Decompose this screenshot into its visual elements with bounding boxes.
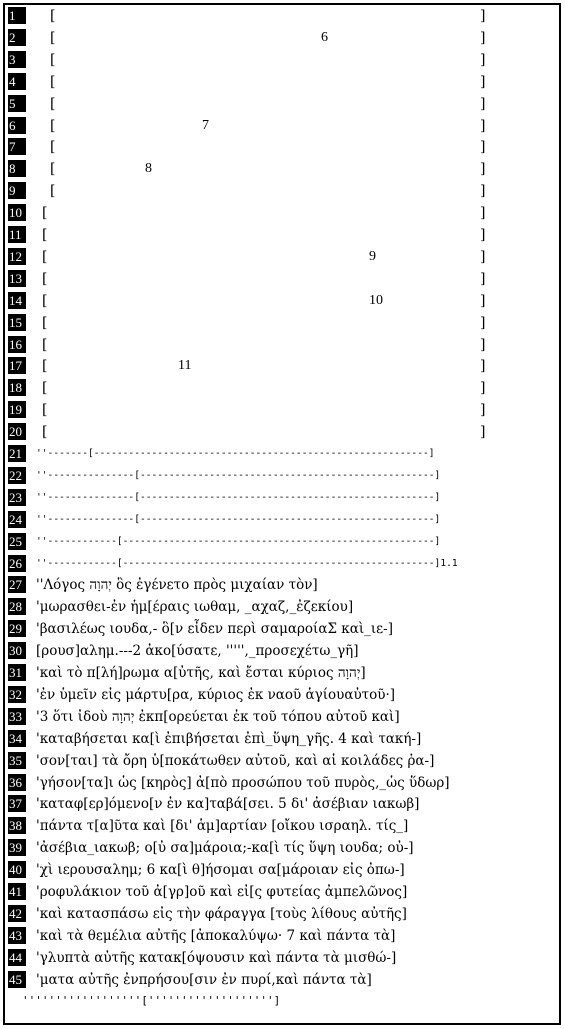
line-28: [8, 596, 556, 618]
line-9: [8, 180, 556, 202]
line-5: [8, 93, 556, 115]
line-21: [8, 443, 556, 465]
line-31: [8, 662, 556, 684]
line-number: 11: [8, 226, 26, 243]
trailing-line: ''''''''''''''''''[''''''''''''''''''']: [22, 994, 281, 1007]
line-number: 27: [8, 576, 26, 593]
fragment-number: 9: [369, 248, 376, 264]
line-number: 42: [8, 905, 26, 922]
fragment-number: 6: [321, 29, 328, 45]
line-number: 19: [8, 401, 26, 418]
line-number: 25: [8, 533, 26, 550]
lacuna-close-bracket: ]: [480, 183, 486, 200]
line-24: [8, 509, 556, 531]
line-text: 'καὶ τὸ π[λή]ρωμα α[ὐτῆς, καὶ ἔσται κύριος יְהוָה]: [36, 665, 366, 681]
line-text: 'καταβήσεται κα[ὶ ἐπιβήσεται ἐπὶ_ὕψη_γῆς. 4 καὶ τακή-]: [36, 730, 422, 747]
line-number: 12: [8, 248, 26, 265]
lacuna-close-bracket: ]: [480, 205, 486, 222]
lacuna-open-bracket: [: [42, 336, 48, 353]
line-7: [8, 136, 556, 158]
lacuna-close-bracket: ]: [480, 73, 486, 90]
line-number: 34: [8, 730, 26, 747]
line-text: 'ἀσέβια_ιακωβ; ο[ὐ σα]μάροια;-κα[ὶ τίς ὕψη ιουδα; οὐ-]: [36, 840, 414, 857]
lacuna-close-bracket: ]: [480, 424, 486, 441]
line-text: 'ἐν ὑμεῖν εἰς μάρτυ[ρα, κύριος ἐκ ναοῦ ἁγίουαὐτοῦ·]: [36, 686, 396, 703]
line-16: [8, 334, 556, 356]
lacuna-open-bracket: [: [50, 139, 56, 156]
line-number: 29: [8, 620, 26, 637]
line-text: 'καταφ[ερ]όμενο[ν ἐν κα]ταβά[σει. 5 δι' ἀσέβιαν ιακωβ]: [36, 796, 420, 813]
line-42: [8, 903, 556, 925]
line-15: [8, 312, 556, 334]
line-1: [8, 5, 556, 27]
lacuna-close-bracket: ]: [480, 248, 486, 265]
line-12: [8, 246, 556, 268]
lacuna-close-bracket: ]: [480, 402, 486, 419]
line-number: 40: [8, 861, 26, 878]
line-23: [8, 487, 556, 509]
lacuna-close-bracket: ]: [480, 336, 486, 353]
line-number: 31: [8, 664, 26, 681]
line-44: [8, 947, 556, 969]
line-number: 8: [8, 160, 26, 177]
lacuna-open-bracket: [: [42, 358, 48, 375]
line-37: [8, 793, 556, 815]
line-3: [8, 49, 556, 71]
line-17: [8, 355, 556, 377]
lacuna-open-bracket: [: [42, 380, 48, 397]
line-number: 4: [8, 73, 26, 90]
lacuna-close-bracket: ]: [480, 95, 486, 112]
line-number: 17: [8, 357, 26, 374]
line-40: [8, 859, 556, 881]
line-11: [8, 224, 556, 246]
lacuna-close-bracket: ]: [480, 227, 486, 243]
lacuna-open-bracket: [: [42, 248, 48, 265]
lacuna-open-bracket: [: [50, 73, 56, 90]
fragment-number: 8: [145, 161, 152, 177]
line-number: 1: [8, 7, 26, 24]
line-text: 'καὶ κατασπάσω εἰς τὴν φάραγγα [τοὺς λίθους αὐτῆς]: [36, 905, 407, 922]
lacuna-close-bracket: ]: [480, 139, 486, 156]
lacuna-open-bracket: [: [50, 183, 56, 200]
line-number: 44: [8, 949, 26, 966]
line-33: [8, 706, 556, 728]
lacuna-close-bracket: ]: [480, 380, 486, 397]
line-number: 2: [8, 29, 26, 46]
line-number: 5: [8, 95, 26, 112]
line-25: [8, 531, 556, 553]
line-18: [8, 377, 556, 399]
line-number: 7: [8, 138, 26, 155]
line-38: [8, 815, 556, 837]
line-text: ''---------------[---------------------------------------------------]: [36, 469, 441, 481]
line-number: 9: [8, 182, 26, 199]
line-text: 'μωρασθει-ἐν ἡμ[έραις ιωθαμ, _αχαζ,_ἐζεκίου]: [36, 599, 354, 616]
line-number: 16: [8, 336, 26, 353]
line-number: 36: [8, 774, 26, 791]
line-number: 38: [8, 817, 26, 834]
line-number: 22: [8, 467, 26, 484]
line-number: 15: [8, 314, 26, 331]
lacuna-close-bracket: ]: [480, 314, 486, 331]
lacuna-open-bracket: [: [42, 227, 48, 243]
line-39: [8, 837, 556, 859]
line-43: [8, 925, 556, 947]
line-number: 41: [8, 883, 26, 900]
line-text: ''Λόγος יְהוָה ὃς ἐγένετο πρὸς μιχαίαν τὸν]: [36, 577, 318, 594]
line-text: ''------------[------------------------------------------------------]: [36, 535, 441, 547]
line-45: [8, 969, 556, 991]
line-number: 37: [8, 795, 26, 812]
line-number: 21: [8, 445, 26, 462]
line-text: ''---------------[---------------------------------------------------]: [36, 491, 441, 503]
line-20: [8, 421, 556, 443]
lacuna-open-bracket: [: [50, 29, 56, 46]
line-6: [8, 115, 556, 137]
lacuna-open-bracket: [: [42, 424, 48, 441]
line-number: 3: [8, 51, 26, 68]
line-number: 13: [8, 270, 26, 287]
line-text: 'γήσον[τα]ι ὡς [κηρὸς] ἀ[πὸ προσώπου τοῦ πυρὸς,_ὡς ὕδωρ]: [36, 774, 450, 791]
line-text: [ρουσ]αλημ.---2 ἀκο[ύσατε, ''''',_προσεχέτω_γῆ]: [36, 643, 359, 660]
lacuna-close-bracket: ]: [480, 358, 486, 375]
line-19: [8, 399, 556, 421]
line-text: ''-------[----------------------------------------------------------]: [36, 448, 435, 459]
line-29: [8, 618, 556, 640]
line-text: 'σον[ται] τὰ ὄρη ὑ[ποκάτωθεν αὐτοῦ, καὶ αἱ κοιλάδες ῥα-]: [36, 752, 435, 769]
line-41: [8, 881, 556, 903]
line-14: [8, 290, 556, 312]
lacuna-close-bracket: ]: [480, 51, 486, 68]
line-number: 32: [8, 686, 26, 703]
line-number: 20: [8, 423, 26, 440]
line-number: 23: [8, 489, 26, 506]
lacuna-open-bracket: [: [50, 161, 56, 178]
line-10: [8, 202, 556, 224]
line-number: 33: [8, 708, 26, 725]
lacuna-open-bracket: [: [50, 95, 56, 112]
lacuna-close-bracket: ]: [480, 270, 486, 287]
lacuna-open-bracket: [: [42, 205, 48, 222]
lacuna-close-bracket: ]: [480, 292, 486, 309]
lacuna-open-bracket: [: [50, 117, 56, 134]
line-number: 26: [8, 555, 26, 572]
line-number: 14: [8, 292, 26, 309]
lacuna-open-bracket: [: [50, 51, 56, 68]
line-36: [8, 772, 556, 794]
lacuna-open-bracket: [: [42, 314, 48, 331]
line-number: 30: [8, 642, 26, 659]
line-text: 'καὶ τὰ θεμέλια αὐτῆς [ἀποκαλύψω· 7 καὶ πάντα τὰ]: [36, 927, 396, 944]
fragment-number: 10: [369, 292, 383, 308]
lacuna-close-bracket: ]: [480, 29, 486, 46]
line-number: 10: [8, 204, 26, 221]
line-22: [8, 465, 556, 487]
line-32: [8, 684, 556, 706]
lacuna-close-bracket: ]: [480, 161, 486, 178]
line-2: [8, 27, 556, 49]
line-text: 'ροφυλάκιον τοῦ ἀ[γρ]οῦ καὶ εἰ[ς φυτείας ἀμπελῶνος]: [36, 884, 408, 900]
line-text: ''------------[------------------------------------------------------]1.1: [36, 557, 458, 569]
fragment-number: 7: [202, 117, 209, 133]
line-text: ''---------------[---------------------------------------------------]: [36, 513, 441, 525]
line-number: 35: [8, 752, 26, 769]
line-26: [8, 553, 556, 575]
line-34: [8, 728, 556, 750]
line-text: '3 ὅτι ἰδοὺ יְהוָה ἐκπ[ορεύεται ἐκ τοῦ τόπου αὐτοῦ καὶ]: [36, 708, 400, 725]
line-8: [8, 158, 556, 180]
lacuna-close-bracket: ]: [480, 117, 486, 134]
lacuna-open-bracket: [: [42, 402, 48, 419]
line-text: 'χὶ ιερουσαλημ; 6 κα[ὶ θ]ήσομαι σα[μάροιαν εἰς ὀπω-]: [36, 862, 405, 879]
line-35: [8, 750, 556, 772]
line-30: [8, 640, 556, 662]
fragment-number: 11: [178, 358, 192, 374]
line-text: 'βασιλέως ιουδα,- ὃ[ν εἶδεν περὶ σαμαροίαΣ καὶ_ιε-]: [36, 621, 393, 638]
line-number: 24: [8, 511, 26, 528]
line-text: 'πάντα τ[α]ῦτα καὶ [δι' ἁμ]αρτίαν [οἴκου ισραηλ. τίς_]: [36, 818, 409, 835]
line-number: 43: [8, 927, 26, 944]
lacuna-open-bracket: [: [50, 8, 56, 24]
line-number: 39: [8, 839, 26, 856]
line-text: 'γλυπτὰ αὐτῆς κατακ[όψουσιν καὶ πάντα τὰ μισθώ-]: [36, 949, 397, 966]
line-number: 6: [8, 117, 26, 134]
lacuna-open-bracket: [: [42, 292, 48, 309]
lacuna-open-bracket: [: [42, 270, 48, 287]
lacuna-close-bracket: ]: [480, 8, 486, 24]
line-13: [8, 268, 556, 290]
line-4: [8, 71, 556, 93]
line-number: 18: [8, 379, 26, 396]
line-27: [8, 574, 556, 596]
line-number: 28: [8, 598, 26, 615]
line-number: 45: [8, 971, 26, 988]
line-text: 'ματα αὐτῆς ἐνπρήσου[σιν ἐν πυρί,καὶ πάντα τὰ]: [36, 971, 372, 988]
